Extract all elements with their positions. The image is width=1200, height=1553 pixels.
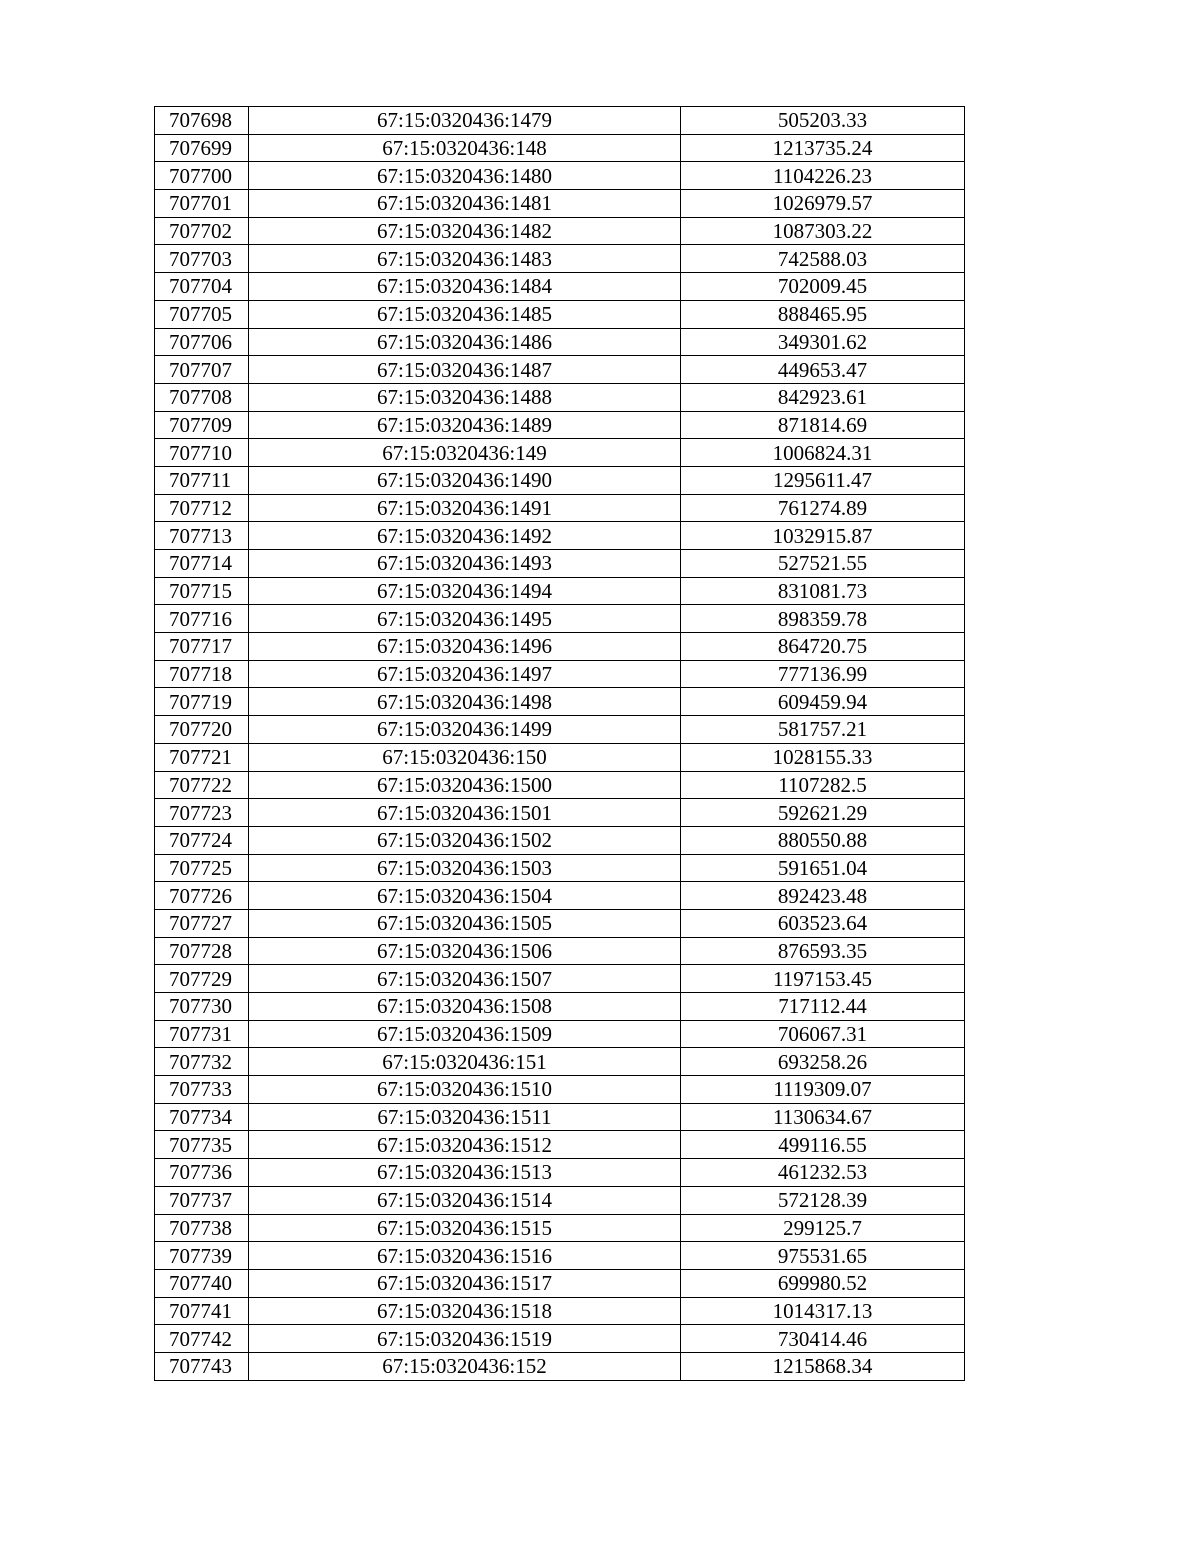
cadastral-value-cell: 975531.65 bbox=[681, 1242, 965, 1270]
cadastral-value-cell: 1032915.87 bbox=[681, 522, 965, 550]
row-id-cell: 707738 bbox=[155, 1214, 249, 1242]
row-id-cell: 707732 bbox=[155, 1048, 249, 1076]
table-row bbox=[155, 688, 965, 716]
cadastral-number-cell: 67:15:0320436:1488 bbox=[249, 383, 681, 411]
table-row bbox=[155, 854, 965, 882]
table-row bbox=[155, 743, 965, 771]
cadastral-number-cell: 67:15:0320436:151 bbox=[249, 1048, 681, 1076]
row-id-cell: 707736 bbox=[155, 1159, 249, 1187]
row-id-cell: 707698 bbox=[155, 107, 249, 135]
cadastral-value-cell: 1028155.33 bbox=[681, 743, 965, 771]
cadastral-value-cell: 892423.48 bbox=[681, 882, 965, 910]
cadastral-number-cell: 67:15:0320436:1495 bbox=[249, 605, 681, 633]
row-id-cell: 707703 bbox=[155, 245, 249, 273]
cadastral-number-cell: 67:15:0320436:1516 bbox=[249, 1242, 681, 1270]
cadastral-value-cell: 609459.94 bbox=[681, 688, 965, 716]
row-id-cell: 707739 bbox=[155, 1242, 249, 1270]
cadastral-value-cell: 1295611.47 bbox=[681, 466, 965, 494]
cadastral-value-cell: 1130634.67 bbox=[681, 1103, 965, 1131]
table-row bbox=[155, 909, 965, 937]
table-body bbox=[155, 107, 965, 1381]
cadastral-value-cell: 777136.99 bbox=[681, 660, 965, 688]
row-id-cell: 707728 bbox=[155, 937, 249, 965]
table-row bbox=[155, 328, 965, 356]
cadastral-number-cell: 67:15:0320436:1481 bbox=[249, 190, 681, 218]
cadastral-number-cell: 67:15:0320436:152 bbox=[249, 1352, 681, 1380]
table-row bbox=[155, 439, 965, 467]
cadastral-value-cell: 1213735.24 bbox=[681, 134, 965, 162]
cadastral-value-cell: 842923.61 bbox=[681, 383, 965, 411]
table-row bbox=[155, 245, 965, 273]
cadastral-value-cell: 581757.21 bbox=[681, 716, 965, 744]
table-row bbox=[155, 1076, 965, 1104]
cadastral-number-cell: 67:15:0320436:150 bbox=[249, 743, 681, 771]
cadastral-number-cell: 67:15:0320436:1503 bbox=[249, 854, 681, 882]
cadastral-number-cell: 67:15:0320436:1512 bbox=[249, 1131, 681, 1159]
cadastral-value-cell: 742588.03 bbox=[681, 245, 965, 273]
cadastral-value-cell: 898359.78 bbox=[681, 605, 965, 633]
cadastral-value-cell: 1107282.5 bbox=[681, 771, 965, 799]
row-id-cell: 707731 bbox=[155, 1020, 249, 1048]
cadastral-number-cell: 67:15:0320436:1489 bbox=[249, 411, 681, 439]
row-id-cell: 707735 bbox=[155, 1131, 249, 1159]
cadastral-number-cell: 67:15:0320436:1482 bbox=[249, 217, 681, 245]
cadastral-number-cell: 67:15:0320436:1491 bbox=[249, 494, 681, 522]
row-id-cell: 707722 bbox=[155, 771, 249, 799]
cadastral-value-cell: 880550.88 bbox=[681, 826, 965, 854]
table-row bbox=[155, 1297, 965, 1325]
table-row bbox=[155, 1103, 965, 1131]
cadastral-value-cell: 1087303.22 bbox=[681, 217, 965, 245]
cadastral-number-cell: 67:15:0320436:1507 bbox=[249, 965, 681, 993]
table-row bbox=[155, 937, 965, 965]
cadastral-number-cell: 67:15:0320436:1492 bbox=[249, 522, 681, 550]
cadastral-value-cell: 591651.04 bbox=[681, 854, 965, 882]
cadastral-value-cell: 349301.62 bbox=[681, 328, 965, 356]
cadastral-value-cell: 1006824.31 bbox=[681, 439, 965, 467]
table-row bbox=[155, 134, 965, 162]
cadastral-value-cell: 461232.53 bbox=[681, 1159, 965, 1187]
row-id-cell: 707707 bbox=[155, 356, 249, 384]
table-row bbox=[155, 993, 965, 1021]
table-row bbox=[155, 162, 965, 190]
row-id-cell: 707708 bbox=[155, 383, 249, 411]
cadastral-value-cell: 603523.64 bbox=[681, 909, 965, 937]
cadastral-value-table bbox=[154, 106, 965, 1381]
row-id-cell: 707726 bbox=[155, 882, 249, 910]
row-id-cell: 707730 bbox=[155, 993, 249, 1021]
row-id-cell: 707700 bbox=[155, 162, 249, 190]
cadastral-number-cell: 67:15:0320436:1501 bbox=[249, 799, 681, 827]
row-id-cell: 707701 bbox=[155, 190, 249, 218]
cadastral-value-cell: 831081.73 bbox=[681, 577, 965, 605]
cadastral-number-cell: 67:15:0320436:1509 bbox=[249, 1020, 681, 1048]
cadastral-number-cell: 67:15:0320436:1487 bbox=[249, 356, 681, 384]
row-id-cell: 707715 bbox=[155, 577, 249, 605]
cadastral-number-cell: 67:15:0320436:1483 bbox=[249, 245, 681, 273]
row-id-cell: 707710 bbox=[155, 439, 249, 467]
cadastral-number-cell: 67:15:0320436:1480 bbox=[249, 162, 681, 190]
row-id-cell: 707713 bbox=[155, 522, 249, 550]
row-id-cell: 707740 bbox=[155, 1269, 249, 1297]
cadastral-value-cell: 1014317.13 bbox=[681, 1297, 965, 1325]
table-row bbox=[155, 356, 965, 384]
table-row bbox=[155, 550, 965, 578]
table-row bbox=[155, 633, 965, 661]
table-row bbox=[155, 466, 965, 494]
row-id-cell: 707716 bbox=[155, 605, 249, 633]
cadastral-number-cell: 67:15:0320436:1510 bbox=[249, 1076, 681, 1104]
table-row bbox=[155, 494, 965, 522]
table-row bbox=[155, 605, 965, 633]
cadastral-value-cell: 1026979.57 bbox=[681, 190, 965, 218]
table-row bbox=[155, 716, 965, 744]
cadastral-number-cell: 67:15:0320436:1505 bbox=[249, 909, 681, 937]
row-id-cell: 707723 bbox=[155, 799, 249, 827]
table-row bbox=[155, 1269, 965, 1297]
cadastral-value-cell: 702009.45 bbox=[681, 273, 965, 301]
cadastral-value-cell: 706067.31 bbox=[681, 1020, 965, 1048]
cadastral-value-cell: 299125.7 bbox=[681, 1214, 965, 1242]
row-id-cell: 707719 bbox=[155, 688, 249, 716]
cadastral-number-cell: 67:15:0320436:1497 bbox=[249, 660, 681, 688]
cadastral-number-cell: 67:15:0320436:1496 bbox=[249, 633, 681, 661]
row-id-cell: 707725 bbox=[155, 854, 249, 882]
table-row bbox=[155, 1048, 965, 1076]
cadastral-number-cell: 67:15:0320436:1517 bbox=[249, 1269, 681, 1297]
cadastral-number-cell: 67:15:0320436:149 bbox=[249, 439, 681, 467]
cadastral-value-cell: 699980.52 bbox=[681, 1269, 965, 1297]
cadastral-value-cell: 572128.39 bbox=[681, 1186, 965, 1214]
table-row bbox=[155, 1214, 965, 1242]
cadastral-value-cell: 505203.33 bbox=[681, 107, 965, 135]
table-row bbox=[155, 1131, 965, 1159]
cadastral-value-cell: 449653.47 bbox=[681, 356, 965, 384]
cadastral-number-cell: 67:15:0320436:1493 bbox=[249, 550, 681, 578]
row-id-cell: 707717 bbox=[155, 633, 249, 661]
cadastral-value-cell: 1104226.23 bbox=[681, 162, 965, 190]
cadastral-value-cell: 1215868.34 bbox=[681, 1352, 965, 1380]
table-row bbox=[155, 799, 965, 827]
row-id-cell: 707711 bbox=[155, 466, 249, 494]
cadastral-value-cell: 876593.35 bbox=[681, 937, 965, 965]
cadastral-number-cell: 67:15:0320436:1490 bbox=[249, 466, 681, 494]
table-row bbox=[155, 1020, 965, 1048]
cadastral-number-cell: 67:15:0320436:1500 bbox=[249, 771, 681, 799]
cadastral-value-cell: 717112.44 bbox=[681, 993, 965, 1021]
table-row bbox=[155, 826, 965, 854]
cadastral-number-cell: 67:15:0320436:1502 bbox=[249, 826, 681, 854]
table-row bbox=[155, 577, 965, 605]
cadastral-number-cell: 67:15:0320436:1484 bbox=[249, 273, 681, 301]
row-id-cell: 707724 bbox=[155, 826, 249, 854]
row-id-cell: 707721 bbox=[155, 743, 249, 771]
table-row bbox=[155, 771, 965, 799]
table-row bbox=[155, 411, 965, 439]
cadastral-value-cell: 888465.95 bbox=[681, 300, 965, 328]
row-id-cell: 707720 bbox=[155, 716, 249, 744]
table-row bbox=[155, 660, 965, 688]
row-id-cell: 707706 bbox=[155, 328, 249, 356]
cadastral-number-cell: 67:15:0320436:1485 bbox=[249, 300, 681, 328]
row-id-cell: 707733 bbox=[155, 1076, 249, 1104]
row-id-cell: 707743 bbox=[155, 1352, 249, 1380]
row-id-cell: 707712 bbox=[155, 494, 249, 522]
row-id-cell: 707718 bbox=[155, 660, 249, 688]
cadastral-number-cell: 67:15:0320436:1506 bbox=[249, 937, 681, 965]
table-row bbox=[155, 1159, 965, 1187]
cadastral-number-cell: 67:15:0320436:1479 bbox=[249, 107, 681, 135]
cadastral-value-cell: 527521.55 bbox=[681, 550, 965, 578]
row-id-cell: 707714 bbox=[155, 550, 249, 578]
table-row bbox=[155, 1242, 965, 1270]
table-row bbox=[155, 965, 965, 993]
table-row bbox=[155, 1352, 965, 1380]
table-row bbox=[155, 107, 965, 135]
cadastral-number-cell: 67:15:0320436:148 bbox=[249, 134, 681, 162]
row-id-cell: 707729 bbox=[155, 965, 249, 993]
table-row bbox=[155, 1325, 965, 1353]
cadastral-number-cell: 67:15:0320436:1499 bbox=[249, 716, 681, 744]
table-row bbox=[155, 1186, 965, 1214]
cadastral-number-cell: 67:15:0320436:1519 bbox=[249, 1325, 681, 1353]
table-row bbox=[155, 882, 965, 910]
row-id-cell: 707704 bbox=[155, 273, 249, 301]
cadastral-number-cell: 67:15:0320436:1511 bbox=[249, 1103, 681, 1131]
row-id-cell: 707737 bbox=[155, 1186, 249, 1214]
cadastral-number-cell: 67:15:0320436:1504 bbox=[249, 882, 681, 910]
row-id-cell: 707699 bbox=[155, 134, 249, 162]
row-id-cell: 707741 bbox=[155, 1297, 249, 1325]
cadastral-value-cell: 864720.75 bbox=[681, 633, 965, 661]
cadastral-number-cell: 67:15:0320436:1514 bbox=[249, 1186, 681, 1214]
cadastral-number-cell: 67:15:0320436:1486 bbox=[249, 328, 681, 356]
row-id-cell: 707734 bbox=[155, 1103, 249, 1131]
cadastral-value-cell: 730414.46 bbox=[681, 1325, 965, 1353]
cadastral-value-cell: 693258.26 bbox=[681, 1048, 965, 1076]
row-id-cell: 707709 bbox=[155, 411, 249, 439]
cadastral-value-cell: 1197153.45 bbox=[681, 965, 965, 993]
cadastral-number-cell: 67:15:0320436:1498 bbox=[249, 688, 681, 716]
cadastral-value-cell: 761274.89 bbox=[681, 494, 965, 522]
table-row bbox=[155, 217, 965, 245]
cadastral-number-cell: 67:15:0320436:1508 bbox=[249, 993, 681, 1021]
cadastral-number-cell: 67:15:0320436:1513 bbox=[249, 1159, 681, 1187]
table-row bbox=[155, 190, 965, 218]
table-row bbox=[155, 300, 965, 328]
cadastral-number-cell: 67:15:0320436:1518 bbox=[249, 1297, 681, 1325]
cadastral-value-cell: 1119309.07 bbox=[681, 1076, 965, 1104]
cadastral-value-cell: 871814.69 bbox=[681, 411, 965, 439]
row-id-cell: 707742 bbox=[155, 1325, 249, 1353]
row-id-cell: 707727 bbox=[155, 909, 249, 937]
cadastral-number-cell: 67:15:0320436:1515 bbox=[249, 1214, 681, 1242]
table-row bbox=[155, 273, 965, 301]
cadastral-value-cell: 499116.55 bbox=[681, 1131, 965, 1159]
table-row bbox=[155, 383, 965, 411]
row-id-cell: 707702 bbox=[155, 217, 249, 245]
row-id-cell: 707705 bbox=[155, 300, 249, 328]
table-row bbox=[155, 522, 965, 550]
cadastral-number-cell: 67:15:0320436:1494 bbox=[249, 577, 681, 605]
cadastral-value-cell: 592621.29 bbox=[681, 799, 965, 827]
